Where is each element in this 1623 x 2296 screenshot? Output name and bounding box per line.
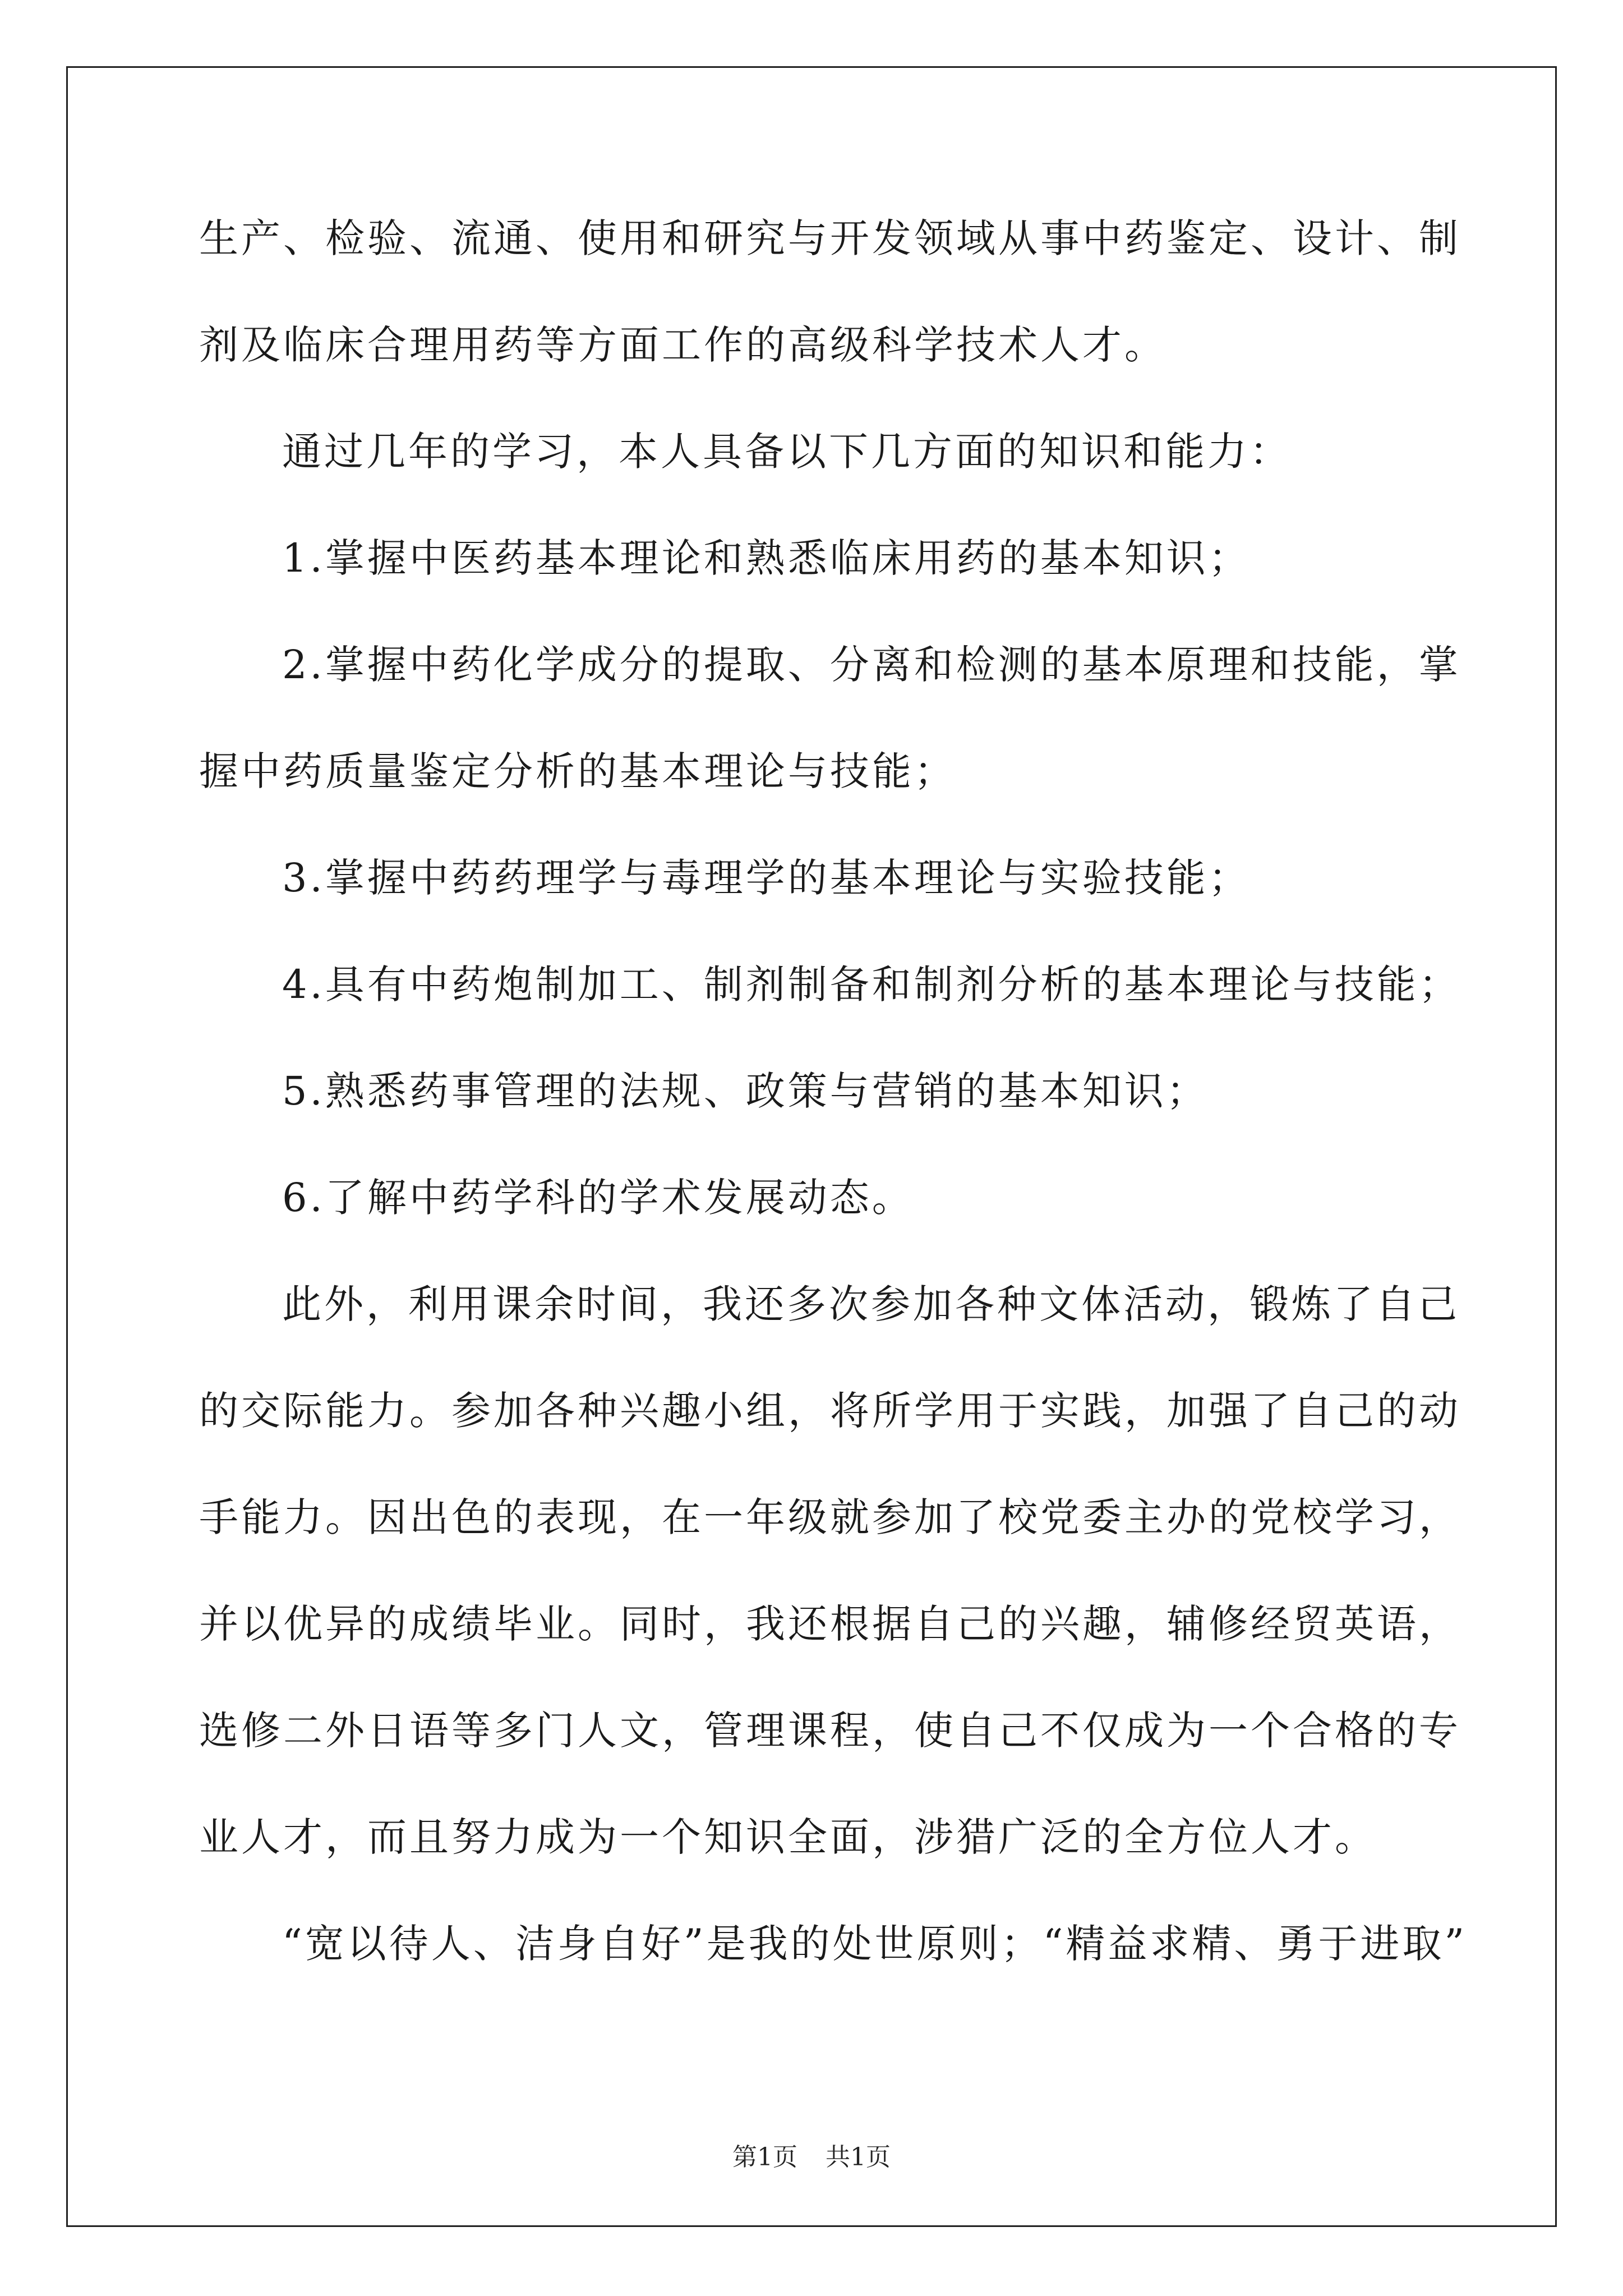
text-line-13: 手能力。因出色的表现，在一年级就参加了校党委主办的党校学习， [199, 1494, 1461, 1540]
text-line-12: 的交际能力。参加各种兴趣小组，将所学用于实践，加强了自己的动 [199, 1388, 1461, 1434]
text-line-17: “宽以待人、洁身自好”是我的处世原则；“精益求精、勇于进取” [282, 1921, 1468, 1967]
text-line-15: 选修二外日语等多门人文，管理课程，使自己不仅成为一个合格的专 [199, 1708, 1461, 1754]
page-total: 共1页 [826, 2143, 891, 2171]
text-line-11: 此外，利用课余时间，我还多次参加各种文体活动，锻炼了自己 [282, 1281, 1460, 1327]
text-line-1: 生产、检验、流通、使用和研究与开发领域从事中药鉴定、设计、制 [199, 215, 1461, 261]
text-line-3: 通过几年的学习，本人具备以下几方面的知识和能力： [282, 429, 1292, 475]
list-item-2: 2.掌握中药化学成分的提取、分离和检测的基本原理和技能，掌 [282, 642, 1461, 688]
list-item-1: 1.掌握中医药基本理论和熟悉临床用药的基本知识； [282, 535, 1251, 581]
page-number: 第1页 [732, 2143, 797, 2171]
list-item-4: 4.具有中药炮制加工、制剂制备和制剂分析的基本理论与技能； [282, 961, 1461, 1007]
page-border [66, 66, 1557, 2227]
list-item-3: 3.掌握中药药理学与毒理学的基本理论与实验技能； [282, 855, 1251, 901]
text-line-16: 业人才，而且努力成为一个知识全面，涉猎广泛的全方位人才。 [199, 1814, 1377, 1860]
list-item-5: 5.熟悉药事管理的法规、政策与营销的基本知识； [282, 1068, 1209, 1114]
list-item-2-continued: 握中药质量鉴定分析的基本理论与技能； [199, 748, 956, 794]
list-item-6: 6.了解中药学科的学术发展动态。 [282, 1175, 914, 1221]
page-footer [0, 2141, 1623, 2174]
text-line-14: 并以优异的成绩毕业。同时，我还根据自己的兴趣，辅修经贸英语， [199, 1601, 1461, 1647]
text-line-2: 剂及临床合理用药等方面工作的高级科学技术人才。 [199, 322, 1166, 368]
